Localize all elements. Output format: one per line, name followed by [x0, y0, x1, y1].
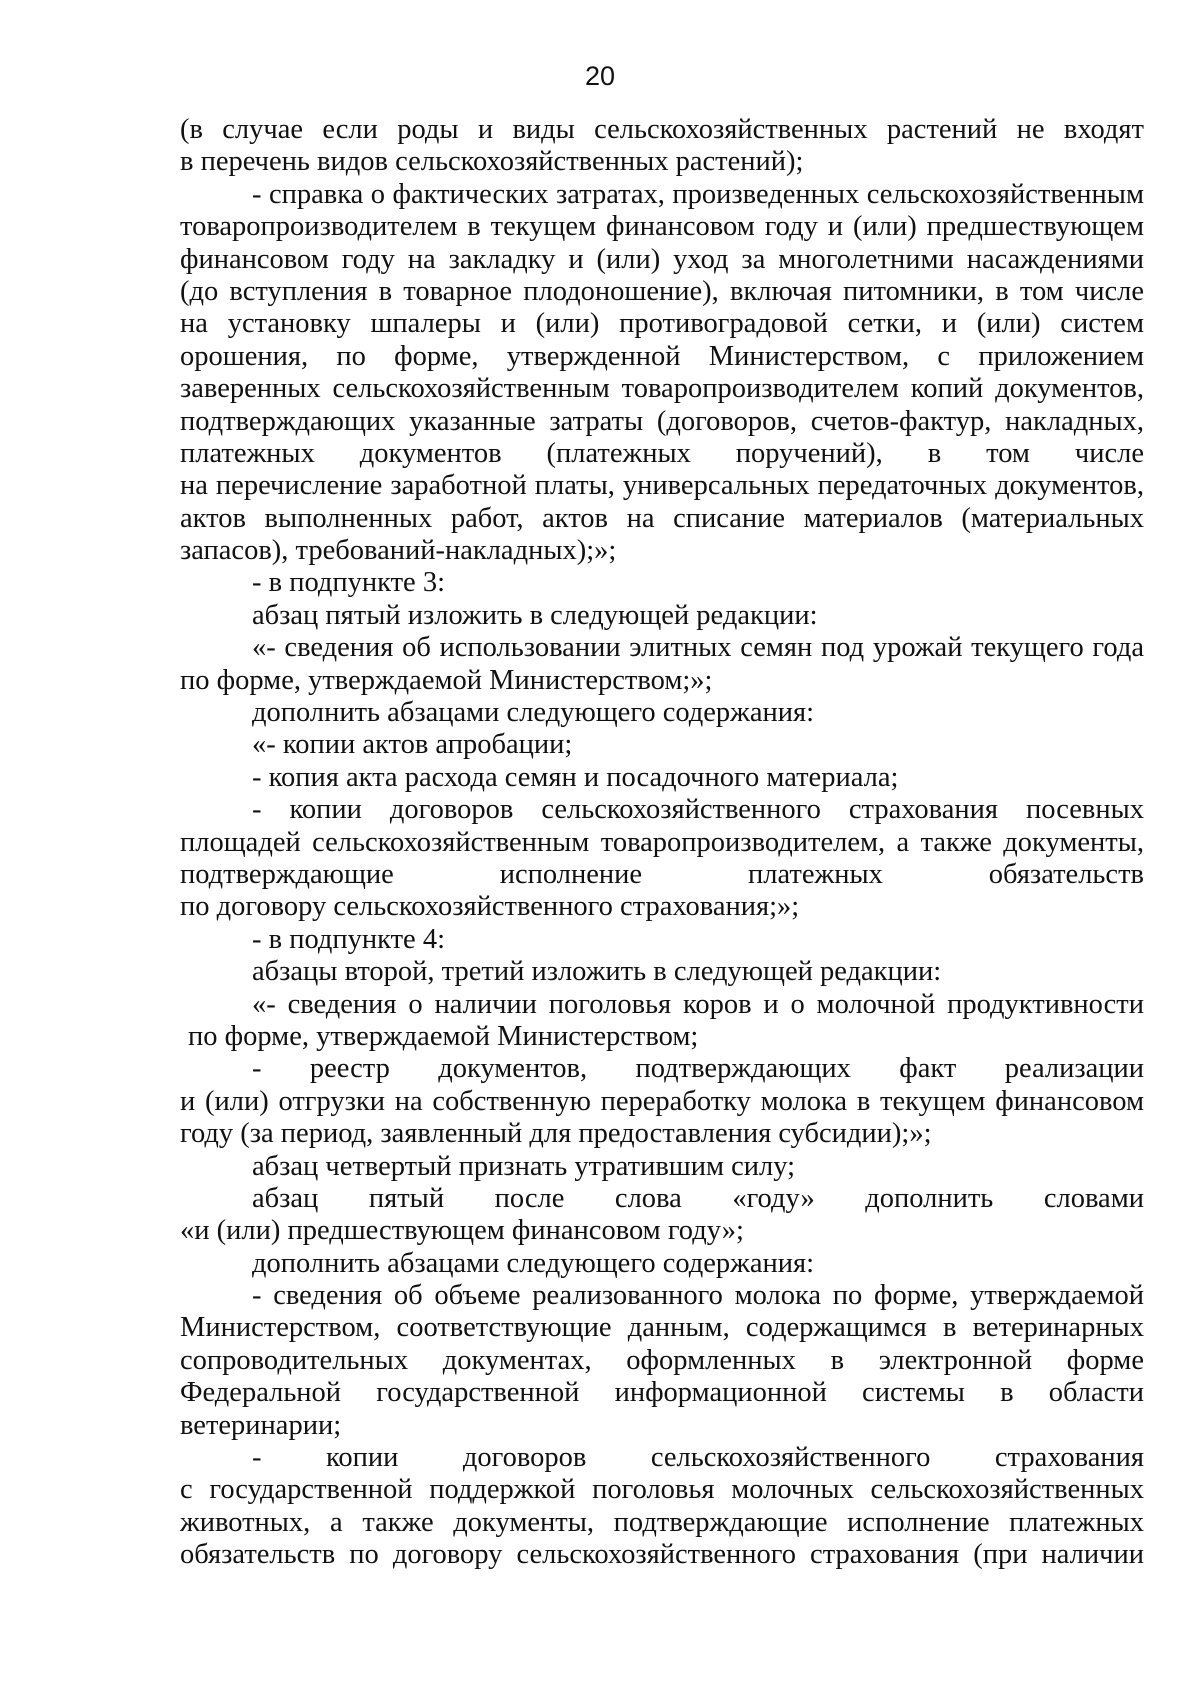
text-line: на перечисление заработной платы, универсальных передаточных документов,: [180, 470, 1144, 502]
text-line: абзац пятый изложить в следующей редакции:: [252, 599, 818, 631]
text-line: - справка о фактических затратах, произведенных сельскохозяйственным: [252, 178, 1144, 210]
page-number: 20: [584, 61, 616, 91]
text-line: орошения, по форме, утвержденной Министерством, с приложением: [180, 340, 1144, 372]
text-line: актов выполненных работ, актов на списание материалов (материальных: [180, 502, 1144, 534]
text-line: финансовом году на закладку и (или) уход за многолетними насаждениями: [180, 243, 1144, 275]
text-line: обязательств по договору сельскохозяйственного страхования (при наличии: [180, 1539, 1144, 1571]
text-line: дополнить абзацами следующего содержания:: [252, 1247, 815, 1279]
text-line: абзац пятый после слова «году» дополнить словами: [252, 1182, 1144, 1214]
text-line: по форме, утверждаемой Министерством;: [188, 1020, 699, 1052]
text-line: «- сведения об использовании элитных семян под урожай текущего года: [252, 632, 1144, 664]
text-line: запасов), требований-накладных);»;: [180, 535, 617, 567]
text-line: абзацы второй, третий изложить в следующей редакции:: [252, 956, 942, 988]
text-line: - копии договоров сельскохозяйственного страхования: [252, 1442, 1144, 1474]
text-line: заверенных сельскохозяйственным товаропроизводителем копий документов,: [180, 373, 1144, 405]
text-line: (до вступления в товарное плодоношение), включая питомники, в том числе: [180, 275, 1144, 307]
text-line: - копии договоров сельскохозяйственного страхования посевных: [252, 794, 1144, 826]
text-line: платежных документов (платежных поручений), в том числе: [180, 437, 1144, 469]
text-line: Федеральной государственной информационной системы в области: [180, 1377, 1144, 1409]
body-text: [180, 114, 1144, 1572]
text-line: - в подпункте 4:: [252, 923, 446, 955]
text-line: дополнить абзацами следующего содержания:: [252, 697, 815, 729]
text-line: в перечень видов сельскохозяйственных растений);: [180, 146, 804, 178]
text-line: подтверждающие исполнение платежных обязательств: [180, 858, 1144, 890]
text-line: «- сведения о наличии поголовья коров и о молочной продуктивности: [252, 988, 1144, 1020]
text-line: - в подпункте 3:: [252, 567, 446, 599]
text-line: животных, а также документы, подтверждающие исполнение платежных: [180, 1506, 1144, 1538]
text-line: товаропроизводителем в текущем финансовом году и (или) предшествующем: [180, 211, 1144, 243]
text-line: - копия акта расхода семян и посадочного материала;: [252, 761, 899, 793]
text-line: на установку шпалеры и (или) противоградовой сетки, и (или) систем: [180, 308, 1144, 340]
text-line: - реестр документов, подтверждающих факт реализации: [252, 1053, 1144, 1085]
text-line: с государственной поддержкой поголовья молочных сельскохозяйственных: [180, 1474, 1144, 1506]
text-line: Министерством, соответствующие данным, содержащимся в ветеринарных: [180, 1312, 1144, 1344]
text-line: и (или) отгрузки на собственную переработку молока в текущем финансовом: [180, 1085, 1144, 1117]
text-line: сопроводительных документах, оформленных в электронной форме: [180, 1344, 1144, 1376]
text-line: (в случае если роды и виды сельскохозяйственных растений не входят: [180, 114, 1144, 145]
text-line: по форме, утверждаемой Министерством;»;: [180, 664, 713, 696]
text-line: «и (или) предшествующем финансовом году»;: [180, 1215, 744, 1247]
text-line: абзац четвертый признать утратившим силу;: [252, 1150, 796, 1182]
text-line: площадей сельскохозяйственным товаропроизводителем, а также документы,: [180, 826, 1144, 858]
text-line: - сведения об объеме реализованного молока по форме, утверждаемой: [252, 1280, 1144, 1312]
text-line: году (за период, заявленный для предоставления субсидии);»;: [180, 1118, 932, 1150]
text-line: ветеринарии;: [180, 1409, 342, 1441]
text-line: по договору сельскохозяйственного страхования;»;: [180, 891, 800, 923]
text-line: «- копии актов апробации;: [252, 729, 573, 761]
text-line: подтверждающих указанные затраты (договоров, счетов-фактур, накладных,: [180, 405, 1144, 437]
